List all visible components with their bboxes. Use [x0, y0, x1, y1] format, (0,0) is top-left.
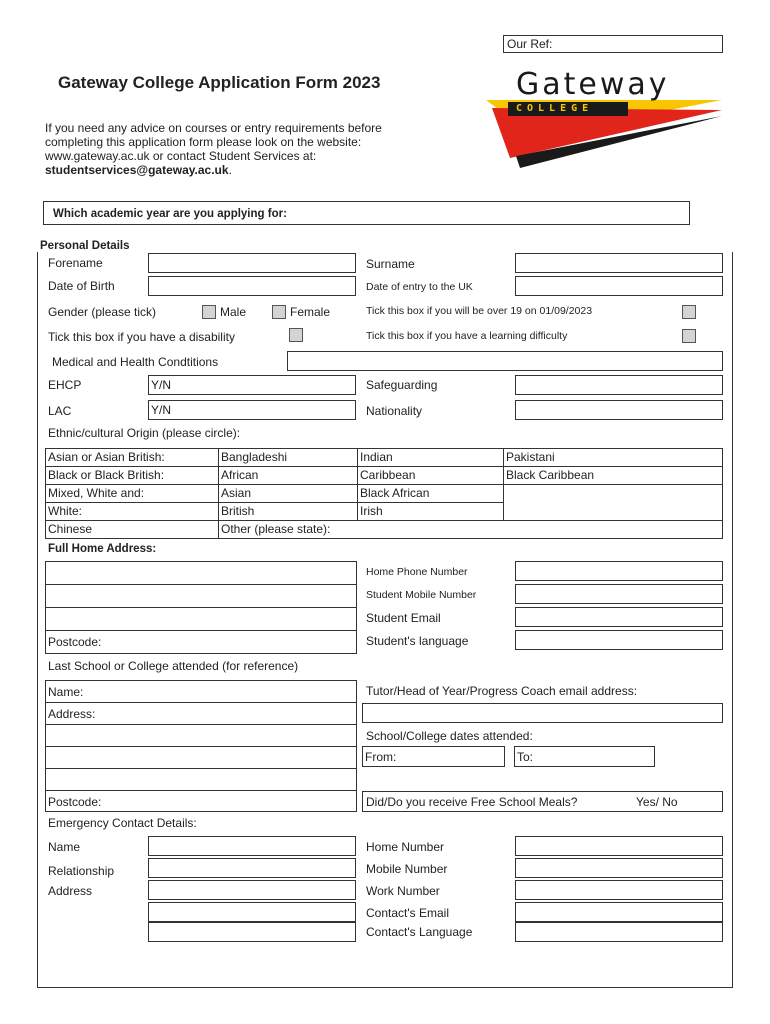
ethnic-cell[interactable]: Irish	[357, 502, 504, 521]
emergency-work-input[interactable]	[515, 880, 723, 900]
personal-details-heading: Personal Details	[40, 240, 130, 252]
medical-label: Medical and Health Condtitions	[52, 355, 219, 369]
emergency-language-input[interactable]	[515, 922, 723, 942]
ethnic-label: Ethnic/cultural Origin (please circle):	[48, 426, 241, 440]
logo-college-text: COLLEGE	[516, 103, 594, 114]
ehcp-label: EHCP	[48, 378, 82, 392]
medical-input[interactable]	[287, 351, 723, 371]
female-label: Female	[290, 305, 331, 319]
emergency-email-label: Contact's Email	[366, 906, 449, 920]
emergency-email-input[interactable]	[515, 902, 723, 922]
logo-wordmark: Gateway	[516, 67, 670, 102]
over19-label: Tick this box if you will be over 19 on 01/09/2023	[366, 305, 593, 317]
emergency-heading: Emergency Contact Details:	[48, 816, 197, 830]
student-language-input[interactable]	[515, 630, 723, 650]
home-address-line[interactable]	[45, 607, 357, 631]
ethnic-cell[interactable]: Bangladeshi	[218, 448, 358, 467]
safeguarding-label: Safeguarding	[366, 378, 438, 392]
intro-line-3: www.gateway.ac.uk or contact Student Services at:	[45, 149, 317, 163]
school-postcode-field[interactable]	[45, 790, 357, 812]
emergency-work-label: Work Number	[366, 884, 440, 898]
ethnic-cell[interactable]: Chinese	[45, 520, 219, 539]
home-postcode-field[interactable]	[45, 630, 357, 654]
nationality-input[interactable]	[515, 400, 723, 420]
emergency-address-line[interactable]	[148, 902, 356, 922]
dob-label: Date of Birth	[48, 279, 115, 293]
student-mobile-input[interactable]	[515, 584, 723, 604]
school-from-field[interactable]	[362, 746, 505, 767]
gender-label: Gender (please tick)	[48, 305, 157, 319]
tutor-email-label: Tutor/Head of Year/Progress Coach email address:	[366, 684, 638, 698]
school-address-line[interactable]	[45, 768, 357, 791]
intro-line-4	[45, 163, 232, 177]
emergency-mobile-label: Mobile Number	[366, 862, 448, 876]
entry-uk-input[interactable]	[515, 276, 723, 296]
free-school-meals-label: Did/Do you receive Free School Meals?	[366, 795, 578, 809]
intro-line-2: completing this application form please look on the website:	[45, 135, 362, 149]
intro-email-suffix: .	[228, 163, 232, 177]
learning-difficulty-label: Tick this box if you have a learning difficulty	[366, 330, 568, 342]
ethnic-cell[interactable]: Asian	[218, 484, 358, 503]
ethnic-cell[interactable]: Mixed, White and:	[45, 484, 219, 503]
school-address-line[interactable]	[45, 724, 357, 747]
page-title: Gateway College Application Form 2023	[58, 73, 381, 92]
disability-checkbox[interactable]	[289, 328, 303, 342]
student-email-label: Student Email	[366, 611, 441, 625]
ethnic-cell[interactable]: Black Caribbean	[503, 466, 723, 485]
school-address-field[interactable]	[45, 702, 357, 725]
emergency-language-label: Contact's Language	[366, 925, 473, 939]
ethnic-cell[interactable]: Black African	[357, 484, 504, 503]
intro-line-1: If you need any advice on courses or entry requirements before	[45, 121, 382, 135]
school-from-label: From:	[365, 750, 397, 764]
nationality-label: Nationality	[366, 404, 423, 418]
ethnic-cell[interactable]: Pakistani	[503, 448, 723, 467]
school-to-field[interactable]	[514, 746, 655, 767]
male-checkbox[interactable]	[202, 305, 216, 319]
ethnic-other-cell[interactable]: Other (please state):	[218, 520, 723, 539]
emergency-name-input[interactable]	[148, 836, 356, 856]
home-postcode-label: Postcode:	[48, 635, 102, 649]
entry-uk-label: Date of entry to the UK	[366, 281, 473, 293]
emergency-name-label: Name	[48, 840, 81, 854]
emergency-address-line[interactable]	[148, 922, 356, 942]
our-ref-field[interactable]	[503, 35, 723, 53]
emergency-mobile-input[interactable]	[515, 858, 723, 878]
disability-label: Tick this box if you have a disability	[48, 330, 235, 344]
student-language-label: Student's language	[366, 634, 469, 648]
ethnic-cell[interactable]: Indian	[357, 448, 504, 467]
home-address-line[interactable]	[45, 584, 357, 608]
male-label: Male	[220, 305, 247, 319]
lac-input[interactable]	[148, 400, 356, 420]
gateway-college-logo	[486, 67, 722, 170]
ethnic-cell[interactable]: Asian or Asian British:	[45, 448, 219, 467]
surname-input[interactable]	[515, 253, 723, 273]
student-email-input[interactable]	[515, 607, 723, 627]
emergency-address-line[interactable]	[148, 880, 356, 900]
dob-input[interactable]	[148, 276, 356, 296]
emergency-home-label: Home Number	[366, 840, 445, 854]
learning-difficulty-checkbox[interactable]	[682, 329, 696, 343]
forename-input[interactable]	[148, 253, 356, 273]
tutor-email-input[interactable]	[362, 703, 723, 723]
academic-year-label: Which academic year are you applying for:	[53, 208, 287, 220]
home-phone-input[interactable]	[515, 561, 723, 581]
ethnic-cell[interactable]: British	[218, 502, 358, 521]
emergency-relationship-input[interactable]	[148, 858, 356, 878]
forename-label: Forename	[48, 256, 103, 270]
ethnic-cell-blank	[503, 484, 723, 521]
emergency-address-label: Address	[48, 884, 93, 898]
school-name-field[interactable]	[45, 680, 357, 703]
last-school-heading: Last School or College attended (for reference)	[48, 659, 299, 673]
female-checkbox[interactable]	[272, 305, 286, 319]
our-ref-label: Our Ref:	[507, 37, 553, 51]
school-postcode-label: Postcode:	[48, 795, 102, 809]
emergency-home-input[interactable]	[515, 836, 723, 856]
home-address-heading: Full Home Address:	[48, 543, 157, 555]
home-address-line[interactable]	[45, 561, 357, 585]
free-school-meals-options: Yes/ No	[636, 795, 678, 809]
school-dates-label: School/College dates attended:	[366, 729, 533, 743]
ethnic-cell[interactable]: Caribbean	[357, 466, 504, 485]
school-name-label: Name:	[48, 685, 84, 699]
over19-checkbox[interactable]	[682, 305, 696, 319]
home-phone-label: Home Phone Number	[366, 566, 468, 578]
emergency-relationship-label: Relationship	[48, 864, 115, 878]
lac-label: LAC	[48, 404, 72, 418]
ethnic-cell[interactable]: Black or Black British:	[45, 466, 219, 485]
lac-value: Y/N	[151, 403, 172, 417]
ehcp-value: Y/N	[151, 378, 172, 392]
school-address-line[interactable]	[45, 746, 357, 769]
student-mobile-label: Student Mobile Number	[366, 589, 477, 601]
school-address-label: Address:	[48, 707, 96, 721]
ehcp-input[interactable]	[148, 375, 356, 395]
academic-year-field[interactable]	[43, 201, 690, 225]
school-to-label: To:	[517, 750, 534, 764]
safeguarding-input[interactable]	[515, 375, 723, 395]
ethnic-cell[interactable]: White:	[45, 502, 219, 521]
student-services-email[interactable]: studentservices@gateway.ac.uk	[45, 163, 229, 177]
free-school-meals-field[interactable]	[362, 791, 723, 812]
surname-label: Surname	[366, 257, 415, 271]
ethnic-cell[interactable]: African	[218, 466, 358, 485]
